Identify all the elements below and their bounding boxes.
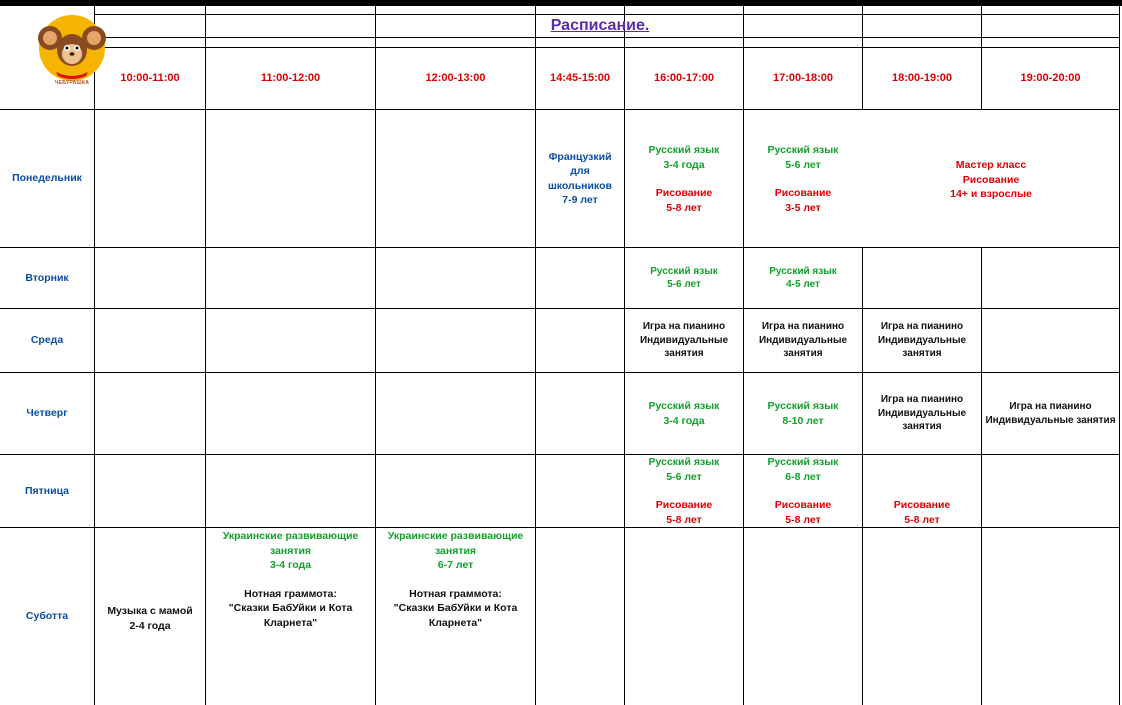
- class-text: Игра на пианино: [642, 321, 726, 333]
- class-text: Рисование: [962, 173, 1020, 186]
- class-text: занятия: [902, 421, 942, 433]
- class-text: 5-6 лет: [785, 158, 821, 171]
- class-text: 8-10 лет: [782, 414, 824, 427]
- class-text: 5-8 лет: [666, 201, 702, 214]
- class-text: Русский язык: [769, 265, 837, 277]
- class-text: Русский язык: [648, 400, 720, 412]
- class-text: 5-8 лет: [666, 513, 702, 526]
- class-text: Индивидуальные: [877, 407, 967, 419]
- class-text: занятия: [783, 348, 823, 360]
- class-text: 4-5 лет: [786, 279, 820, 290]
- time-header: 10:00-11:00: [120, 72, 180, 85]
- class-cell: [863, 309, 981, 372]
- class-text: Русский язык: [767, 456, 839, 468]
- class-cell: [744, 373, 862, 454]
- class-text: занятия: [269, 544, 312, 557]
- grid-line: [94, 14, 1120, 15]
- class-text: Русский язык: [767, 400, 839, 412]
- time-header: 11:00-12:00: [260, 72, 321, 85]
- grid-line: [981, 247, 982, 705]
- class-cell: [376, 528, 535, 705]
- class-text: Русский язык: [650, 265, 718, 277]
- class-text: 14+ и взрослые: [950, 188, 1032, 200]
- class-text: Игра на пианино: [1009, 401, 1092, 412]
- class-cell: [863, 373, 981, 454]
- class-text: 5-6 лет: [667, 279, 701, 290]
- class-text: 5-6 лет: [666, 470, 702, 483]
- class-text: 5-8 лет: [785, 513, 821, 526]
- class-text: Индивидуальные: [877, 334, 967, 346]
- class-text: 3-4 года: [663, 158, 705, 171]
- class-text: Рисование: [774, 499, 832, 511]
- time-header: 18:00-19:00: [892, 72, 952, 85]
- class-text: 6-8 лет: [785, 470, 821, 483]
- class-text: занятия: [434, 544, 477, 557]
- logo-caption: ЧЕБУРАШКА: [54, 80, 90, 86]
- class-text: Нотная граммота:: [409, 587, 502, 600]
- class-text: 3-4 года: [269, 559, 312, 571]
- class-text: школьников: [548, 179, 612, 192]
- class-text: 3-5 лет: [785, 201, 821, 214]
- class-text: 3-4 года: [663, 414, 705, 427]
- class-text: Нотная граммота:: [244, 587, 337, 600]
- class-cell: [625, 110, 743, 247]
- class-text: "Сказки БабУйки и Кота: [393, 602, 518, 614]
- class-cell: [625, 373, 743, 454]
- class-cell: [744, 455, 862, 527]
- day-label-thursday: Четверг: [26, 407, 68, 420]
- class-text: Французкий: [548, 150, 612, 163]
- day-label-monday: Понедельник: [12, 172, 82, 185]
- day-label-saturday: Суботта: [25, 610, 69, 623]
- class-cell: [744, 248, 862, 308]
- class-text: Музыка с мамой: [107, 605, 193, 617]
- class-cell: [744, 110, 862, 247]
- class-cell: [206, 528, 375, 705]
- class-text: Украинские развивающие: [387, 530, 524, 542]
- time-header: 19:00-20:00: [1020, 72, 1081, 85]
- class-cell: [625, 309, 743, 372]
- class-cell: [744, 309, 862, 372]
- class-text: 7-9 лет: [562, 194, 598, 206]
- class-text: Украинские развивающие: [222, 530, 359, 542]
- class-text: Индивидуальные: [758, 334, 848, 346]
- class-cell: [625, 248, 743, 308]
- time-header: 17:00-18:00: [773, 72, 833, 85]
- grid-line: [0, 247, 1120, 248]
- class-text: Русский язык: [648, 456, 720, 468]
- class-text: Игра на пианино: [761, 321, 845, 333]
- class-text: Индивидуальные занятия: [985, 414, 1116, 426]
- class-text: Рисование: [655, 499, 713, 511]
- class-cell: [95, 528, 205, 705]
- day-label-tuesday: Вторник: [25, 271, 69, 284]
- class-cell: [863, 455, 981, 527]
- class-cell: [982, 373, 1119, 454]
- class-text: 6-7 лет: [437, 559, 474, 571]
- class-text: Рисование: [893, 499, 951, 511]
- time-header: 16:00-17:00: [654, 72, 714, 85]
- page-title: Расписание.: [550, 17, 650, 34]
- class-cell: [863, 110, 1119, 247]
- grid-line: [1119, 0, 1120, 705]
- time-header: 14:45-15:00: [550, 72, 610, 85]
- top-border: [0, 0, 1122, 6]
- class-text: Рисование: [774, 187, 832, 199]
- class-text: Игра на пианино: [880, 321, 964, 333]
- time-header: 12:00-13:00: [425, 72, 486, 85]
- day-label-wednesday: Среда: [30, 334, 64, 347]
- class-text: Русский язык: [767, 144, 839, 156]
- class-text: занятия: [664, 348, 704, 360]
- day-label-friday: Пятница: [24, 484, 70, 497]
- class-text: 5-8 лет: [904, 513, 940, 526]
- class-text: занятия: [902, 348, 942, 360]
- class-text: Мастер класс: [955, 159, 1027, 171]
- class-text: Кларнета": [428, 616, 483, 629]
- class-cell: [536, 110, 624, 247]
- class-cell: [625, 455, 743, 527]
- class-text: Индивидуальные: [639, 334, 729, 346]
- class-text: 2-4 года: [129, 619, 171, 632]
- class-text: "Сказки БабУйки и Кота: [228, 602, 353, 614]
- class-text: Рисование: [655, 187, 713, 199]
- class-text: Кларнета": [263, 616, 318, 629]
- class-text: Игра на пианино: [880, 394, 964, 406]
- class-text: Русский язык: [648, 144, 720, 156]
- grid-line: [94, 37, 1120, 38]
- class-text: для: [570, 165, 590, 177]
